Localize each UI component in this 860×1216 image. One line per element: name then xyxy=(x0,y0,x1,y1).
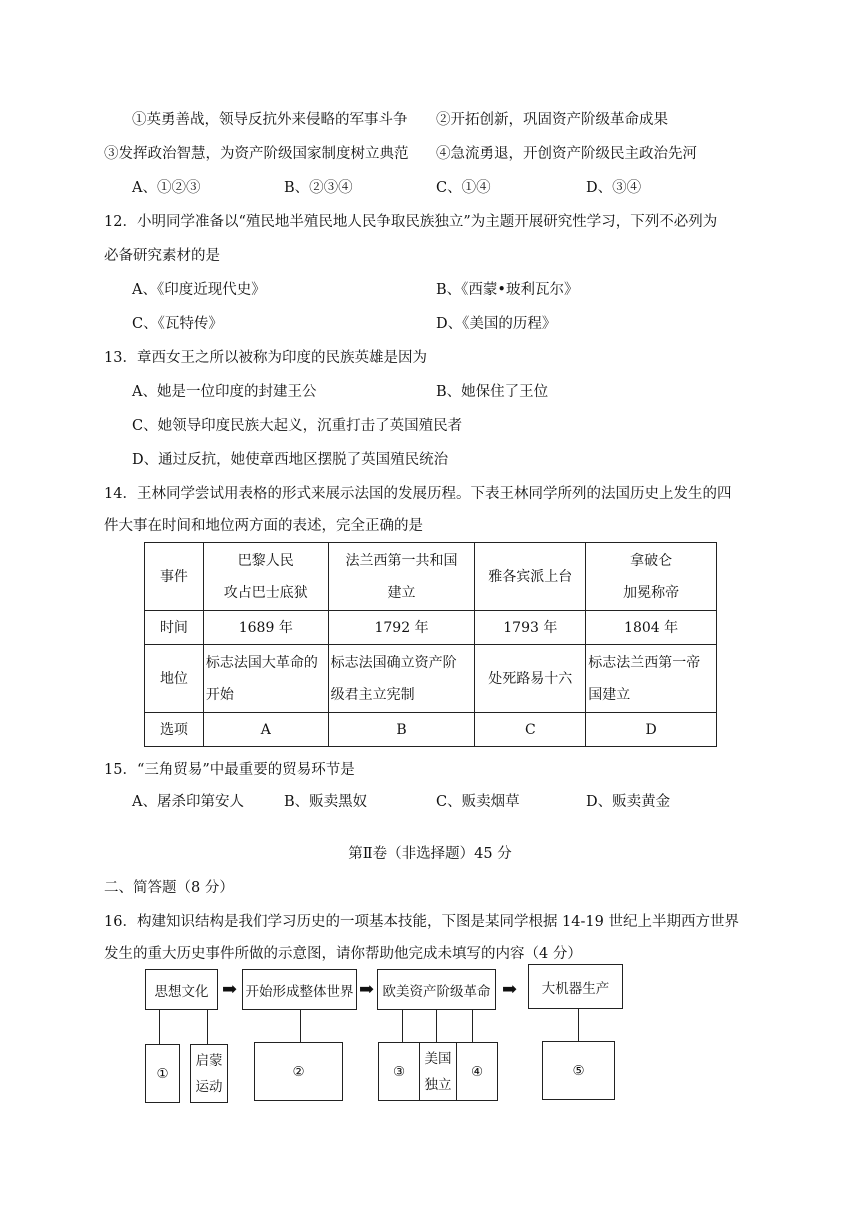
arrow-icon: ➡ xyxy=(359,979,375,1000)
answer-blank-2[interactable]: ② xyxy=(254,1042,343,1101)
connector-line xyxy=(578,1009,579,1042)
connector-line xyxy=(159,1010,160,1045)
enlightenment-box: 启蒙 运动 xyxy=(190,1044,228,1103)
answer-blank-4[interactable]: ④ xyxy=(470,1063,484,1080)
q12-option-b: B、《西蒙•玻利瓦尔》 xyxy=(436,282,579,298)
status-cell: 处死路易十六 xyxy=(475,645,586,713)
connector-line xyxy=(300,1010,301,1043)
choice-cell: B xyxy=(328,713,475,747)
event-cell: 法兰西第一共和国 建立 xyxy=(328,543,475,611)
q15-option-b: B、贩卖黑奴 xyxy=(284,794,368,810)
table-row xyxy=(145,645,717,713)
q16-stem-line-1: 16．构建知识结构是我们学习历史的一项基本技能，下图是某同学根据 14-19 世纪上半期西方世界 xyxy=(104,914,739,930)
section-2-heading: 二、简答题（8 分） xyxy=(104,880,234,896)
machine-production-box: 大机器生产 xyxy=(528,964,623,1009)
connector-line xyxy=(402,1010,403,1043)
arrow-icon: ➡ xyxy=(222,979,238,1000)
time-cell: 1689 年 xyxy=(203,611,328,645)
time-cell: 1793 年 xyxy=(475,611,586,645)
world-integration-box: 开始形成整体世界 xyxy=(242,969,357,1010)
q13-option-d: D、通过反抗，她使章西地区摆脱了英国殖民统治 xyxy=(132,452,449,468)
q12-option-c: C、《瓦特传》 xyxy=(132,316,223,332)
q12-option-a: A、《印度近现代史》 xyxy=(132,282,266,298)
table-row xyxy=(145,543,717,611)
answer-blank-5[interactable]: ⑤ xyxy=(542,1041,615,1100)
choice-cell: D xyxy=(586,713,717,747)
bourgeois-revolution-box: 欧美资产阶级革命 xyxy=(377,969,496,1010)
us-independence-cell: 美国 独立 xyxy=(419,1043,457,1100)
row-header-time: 时间 xyxy=(145,611,204,645)
section-2-title: 第Ⅱ卷（非选择题）45 分 xyxy=(348,846,512,862)
row-header-option: 选项 xyxy=(145,713,204,747)
q11-option-d: D、③④ xyxy=(586,180,642,196)
q15-option-d: D、贩卖黄金 xyxy=(586,794,671,810)
row-header-event: 事件 xyxy=(145,543,204,611)
thought-culture-box: 思想文化 xyxy=(145,969,218,1010)
q11-statement-1: ①英勇善战，领导反抗外来侵略的军事斗争 xyxy=(132,112,408,128)
choice-cell: C xyxy=(475,713,586,747)
q12-option-d: D、《美国的历程》 xyxy=(436,316,557,332)
q13-option-a: A、她是一位印度的封建王公 xyxy=(132,384,317,400)
connector-line xyxy=(472,1010,473,1043)
q14-stem-line-2: 件大事在时间和地位两方面的表述，完全正确的是 xyxy=(104,518,423,534)
q12-stem-line-2: 必备研究素材的是 xyxy=(104,248,220,264)
choice-cell: A xyxy=(203,713,328,747)
q13-stem: 13．章西女王之所以被称为印度的民族英雄是因为 xyxy=(104,350,427,366)
q11-statement-3: ③发挥政治智慧，为资产阶级国家制度树立典范 xyxy=(104,146,409,162)
q11-statement-2: ②开拓创新，巩固资产阶级革命成果 xyxy=(436,112,668,128)
answer-blank-1[interactable]: ① xyxy=(145,1044,180,1103)
answer-blank-3[interactable]: ③ xyxy=(392,1063,406,1080)
event-cell: 巴黎人民 攻占巴士底狱 xyxy=(203,543,328,611)
row-header-status: 地位 xyxy=(145,645,204,713)
connector-line xyxy=(436,1010,437,1043)
q12-stem-line-1: 12．小明同学准备以“殖民地半殖民地人民争取民族独立”为主题开展研究性学习，下列不必列为 xyxy=(104,214,718,230)
table-row xyxy=(145,611,717,645)
time-cell: 1804 年 xyxy=(586,611,717,645)
q15-option-a: A、屠杀印第安人 xyxy=(132,794,244,810)
event-cell: 拿破仑 加冕称帝 xyxy=(586,543,717,611)
q11-option-a: A、①②③ xyxy=(132,180,201,196)
event-cell: 雅各宾派上台 xyxy=(475,543,586,611)
arrow-icon: ➡ xyxy=(502,979,518,1000)
revolution-sub-box xyxy=(378,1042,498,1101)
q14-stem-line-1: 14．王林同学尝试用表格的形式来展示法国的发展历程。下表王林同学所列的法国历史上发生的四 xyxy=(104,486,732,502)
q16-stem-line-2: 发生的重大历史事件所做的示意图，请你帮助他完成未填写的内容（4 分） xyxy=(104,946,582,962)
q13-option-b: B、她保住了王位 xyxy=(436,384,549,400)
connector-line xyxy=(207,1010,208,1045)
q11-option-b: B、②③④ xyxy=(284,180,353,196)
q11-statement-4: ④急流勇退，开创资产阶级民主政治先河 xyxy=(436,146,697,162)
status-cell: 标志法国确立资产阶 级君主立宪制 xyxy=(328,645,475,713)
q15-option-c: C、贩卖烟草 xyxy=(436,794,520,810)
q11-option-c: C、①④ xyxy=(436,180,491,196)
france-events-table xyxy=(144,542,717,747)
q15-stem: 15．“三角贸易”中最重要的贸易环节是 xyxy=(104,762,355,778)
table-row xyxy=(145,713,717,747)
status-cell: 标志法国大革命的 开始 xyxy=(203,645,328,713)
q13-option-c: C、她领导印度民族大起义，沉重打击了英国殖民者 xyxy=(132,418,463,434)
time-cell: 1792 年 xyxy=(328,611,475,645)
status-cell: 标志法兰西第一帝 国建立 xyxy=(586,645,717,713)
